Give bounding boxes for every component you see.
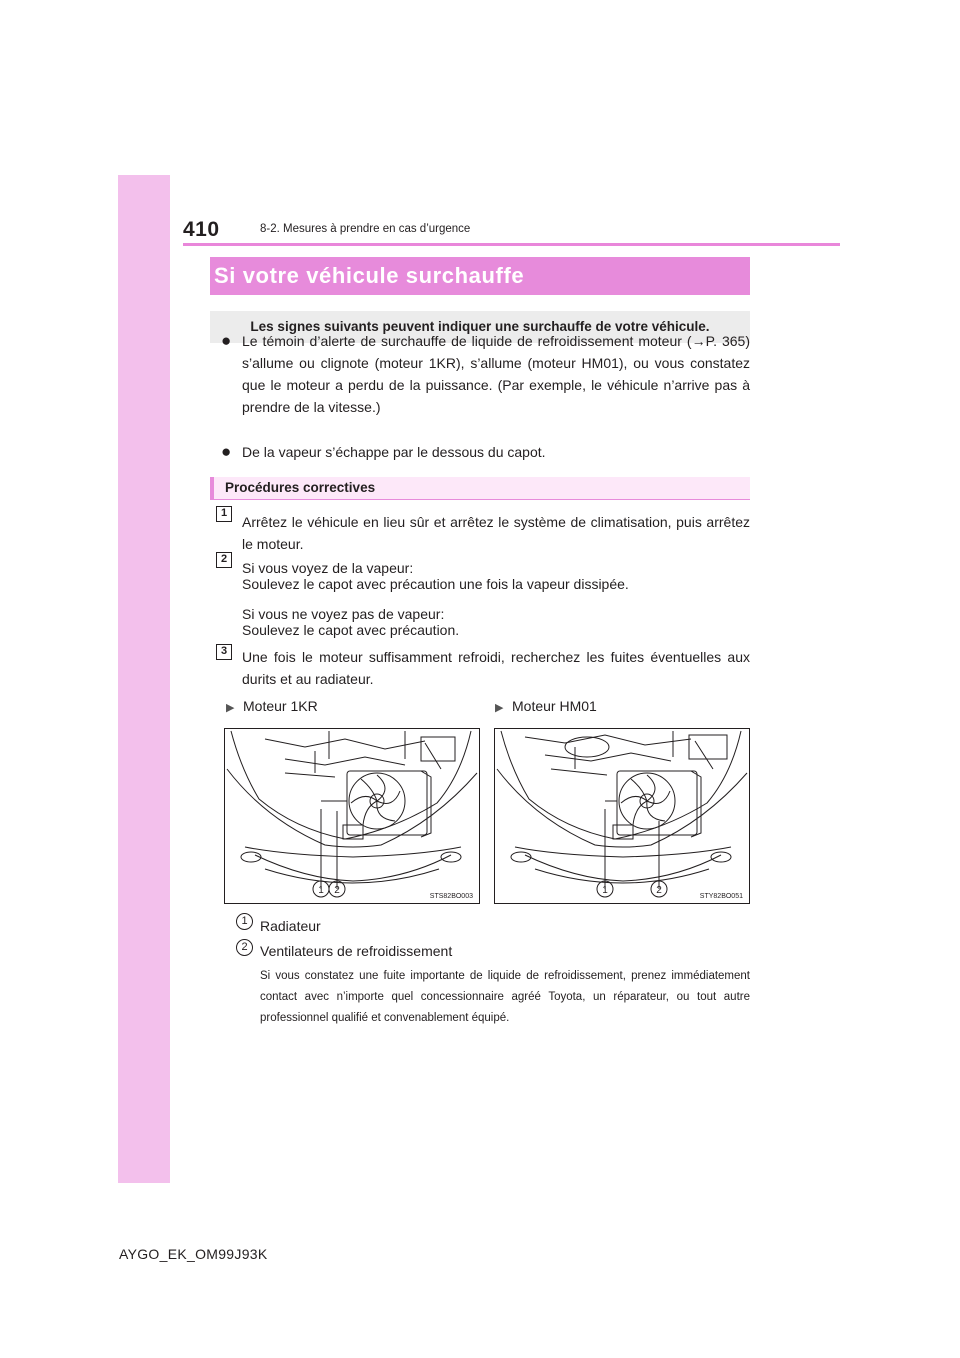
figure-code: STY82BO051: [699, 893, 743, 900]
document-code-footer: AYGO_EK_OM99J93K: [119, 1246, 268, 1262]
engine-hm01-illustration: [494, 728, 750, 904]
legend-label: Radiateur: [260, 918, 321, 934]
page-title: Si votre véhicule surchauffe: [210, 257, 750, 295]
engine-bay-drawing: [225, 729, 479, 903]
step-number: 1: [216, 506, 232, 522]
step-number: 3: [216, 644, 232, 660]
step-text: Si vous voyez de la vapeur:: [242, 560, 414, 576]
figure-code: STS82BO003: [429, 893, 473, 900]
callout-2: 2: [656, 885, 662, 896]
step-text: Soulevez le capot avec précaution une fois la vapeur dissipée.: [242, 576, 629, 592]
procedures-heading: Procédures correctives: [210, 477, 750, 500]
legend-number: 1: [236, 913, 253, 930]
legend-label: Ventilateurs de refroidissement: [260, 943, 453, 959]
figure-label: Moteur 1KR: [243, 698, 318, 714]
step-text: Arrêtez le véhicule en lieu sûr et arrêtez le système de climatisation, puis arrêtez le moteur.: [242, 514, 750, 552]
header-rule: [183, 243, 840, 246]
triangle-bullet-icon: ▶: [495, 702, 504, 714]
bullet-marker: ●: [221, 331, 232, 350]
section-title: 8-2. Mesures à prendre en cas d’urgence: [260, 223, 471, 235]
step-number: 2: [216, 552, 232, 568]
callout-1: 1: [602, 885, 608, 896]
step-text: Une fois le moteur suffisamment refroidi, recherchez les fuites éventuelles aux durits et au radiateur.: [242, 649, 750, 687]
intro-box: Les signes suivants peuvent indiquer une surchauffe de votre véhicule.: [210, 311, 750, 343]
triangle-bullet-icon: ▶: [226, 702, 235, 714]
engine-bay-drawing: [495, 729, 749, 903]
page-number: 410: [183, 218, 220, 241]
engine-1kr-illustration: [224, 728, 480, 904]
step-text: Soulevez le capot avec précaution.: [242, 622, 460, 638]
bullet-marker: ●: [221, 442, 232, 461]
chapter-sidebar-tab: [118, 175, 170, 1183]
callout-1: 1: [318, 885, 324, 896]
legend-number: 2: [236, 939, 253, 956]
figure-label: Moteur HM01: [512, 698, 597, 714]
callout-2: 2: [334, 885, 340, 896]
note-text: Si vous constatez une fuite importante de liquide de refroidissement, prenez immédiatement contact avec n’importe quel concessionnaire agréé Toyota, un réparateur, ou tout autre professionnel qualifié et convenablement équipé.: [260, 970, 750, 1024]
bullet-text: De la vapeur s’échappe par le dessous du capot.: [242, 444, 546, 460]
bullet-text: Le témoin d’alerte de surchauffe de liquide de refroidissement moteur (→P. 365) s’allume ou clignote (moteur 1KR), s’allume (moteur HM01), ou vous constatez que le moteur a perdu de la puissance. (Par exemple, le véhicule n’arrive pas à prendre de la vitesse.): [242, 333, 750, 415]
step-text: Si vous ne voyez pas de vapeur:: [242, 606, 445, 622]
